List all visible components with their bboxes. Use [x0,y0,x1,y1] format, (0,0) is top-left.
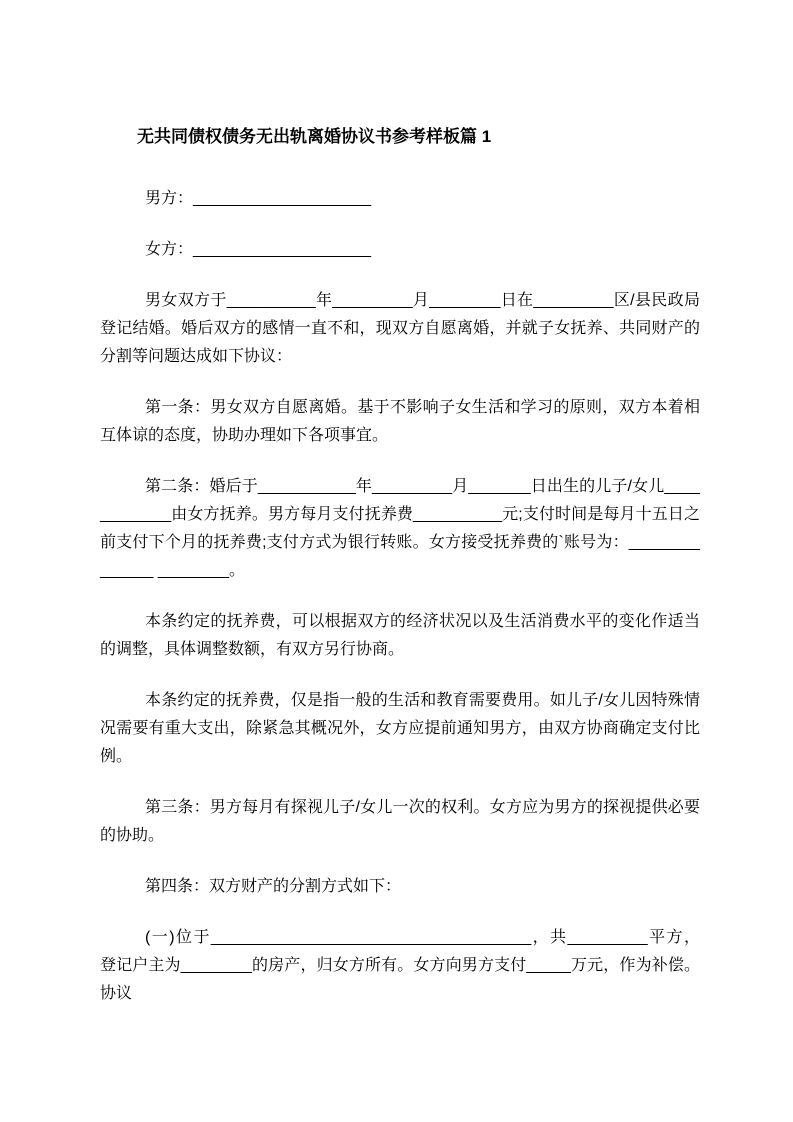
document-title: 无共同债权债务无出轨离婚协议书参考样板篇 1 [137,127,492,146]
support-fee-adjustment-note: 本条约定的抚养费，可以根据双方的经济状况以及生活消费水平的变化作适当的调整，具体调整数额，有双方另行协商。 [100,613,700,658]
clause-3-visitation-rights: 第三条：男方每月有探视儿子/女儿一次的权利。女方应为男方的探视提供必要的协助。 [100,799,700,844]
clause-4-property-division-heading: 第四条：双方财产的分割方式如下： [145,878,402,895]
party-female-blank-line: 女方：____________________ [145,241,371,258]
property-division-item-1: (一)位于____________________________________，共_________平方，登记户主为________的房产，归女方所有。女方向男方支付_____万元，作为补偿。协议 [100,929,700,1002]
marriage-registration-intro: 男女双方于__________年_________月________日在_________区/县民政局登记结婚。婚后双方的感情一直不和，现双方自愿离婚，并就子女抚养、共同财产的分割等问题达成如下协议： [100,292,700,365]
party-male-blank-line: 男方：____________________ [145,190,371,207]
clause-2-child-custody-support: 第二条：婚后于___________年_________月_______日出生的儿子/女儿____________由女方抚养。男方每月支付抚养费__________元;支付时间是每月十五日之前支付下个月的抚养费;支付方式为银行转账。女方接受抚养费的`账号为：______________ ________。 [100,478,700,579]
support-fee-scope-note: 本条约定的抚养费，仅是指一般的生活和教育需要费用。如儿子/女儿因特殊情况需要有重大支出，除紧急其概况外，女方应提前通知男方，由双方协商确定支付比例。 [100,692,700,765]
clause-1-voluntary-divorce: 第一条：男女双方自愿离婚。基于不影响子女生活和学习的原则，双方本着相互体谅的态度，协助办理如下各项事宜。 [100,399,700,444]
